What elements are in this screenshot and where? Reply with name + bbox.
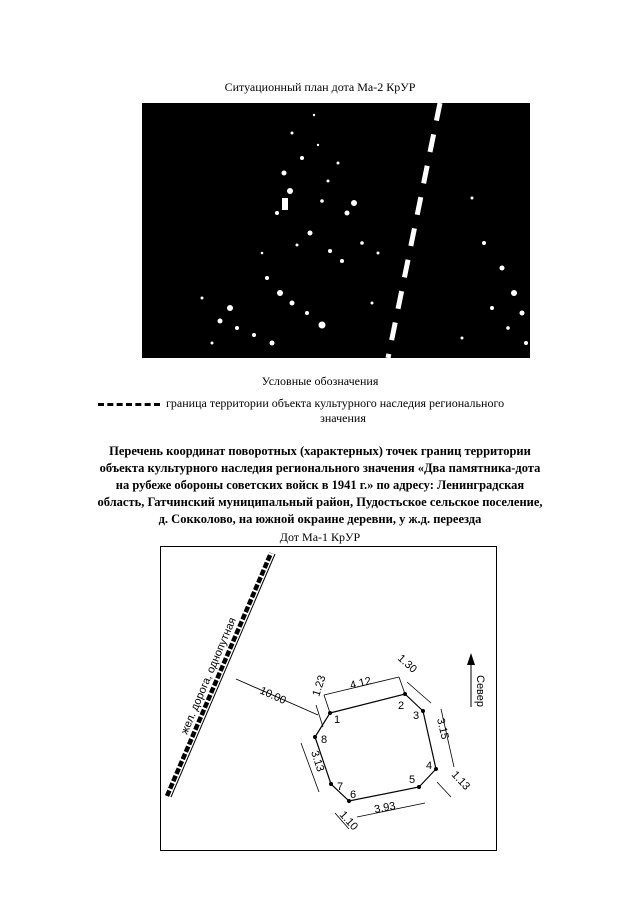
coordinates-list-title — [70, 443, 570, 528]
railway-label: жел. дорога, однопутная — [178, 615, 239, 737]
north-arrow-icon — [467, 653, 475, 665]
dim-1-2: 4.12 — [348, 675, 373, 692]
north-label: Север — [474, 675, 486, 708]
vertex-5 — [417, 785, 421, 789]
offset-label: 10.00 — [257, 684, 288, 707]
vertex-7 — [329, 782, 333, 786]
railway-line — [167, 553, 271, 796]
vertex-label-1: 1 — [334, 714, 341, 726]
boundary-diagram-graphic — [161, 547, 498, 852]
situation-plan-image — [142, 103, 530, 358]
diagram-title: Дот Ма-1 КрУР — [279, 530, 361, 544]
vertex-1 — [328, 711, 332, 715]
list-title-line4: область, Гатчинский муниципальный район, Пудостьское сельское поселение, — [97, 495, 543, 509]
list-title-line5: д. Сокколово, на южной окраине деревни, у ж.д. переезда — [158, 512, 482, 526]
railway-rail — [171, 554, 275, 797]
vertex-label-2: 2 — [398, 700, 405, 712]
plan-title: Ситуационный план дота Ма-2 КрУР — [224, 80, 416, 94]
legend-text-line1: граница территории объекта культурного наследия регионального — [166, 396, 505, 410]
legend — [98, 396, 588, 426]
situation-plan-graphic — [142, 103, 530, 358]
vertex-8 — [313, 735, 317, 739]
legend-text-line2: значения — [320, 411, 366, 425]
boundary-line-symbol — [98, 403, 160, 406]
vertex-3 — [421, 709, 425, 713]
vertex-label-6: 6 — [350, 789, 357, 801]
vertex-label-7: 7 — [337, 781, 344, 793]
vertex-label-3: 3 — [413, 710, 420, 722]
vertex-2 — [403, 692, 407, 696]
boundary-diagram — [160, 546, 497, 851]
dim-5-6: 3.93 — [373, 800, 397, 816]
legend-title: Условные обозначения — [261, 374, 379, 388]
vertex-4 — [434, 767, 438, 771]
vertex-label-8: 8 — [321, 734, 328, 746]
dim-1-offset: 1.23 — [310, 673, 329, 698]
vertex-label-4: 4 — [426, 760, 433, 772]
list-title-line1: Перечень координат поворотных (характерных) точек границ территории — [109, 444, 531, 458]
list-title-line3: на рубеже обороны советских войск в 1941 г.» по адресу: Ленинградская — [115, 478, 525, 492]
dim-4-offset: 1.13 — [448, 768, 473, 793]
vertex-label-5: 5 — [409, 774, 416, 786]
dim-3-4: 3.15 — [434, 716, 451, 741]
list-title-line2: объекта культурного наследия регионального значения «Два памятника-дота — [99, 461, 541, 475]
dim-7-8: 3.13 — [308, 749, 327, 774]
dim-6-offset: 1.10 — [336, 808, 361, 833]
dim-2-offset: 1.30 — [394, 652, 419, 676]
